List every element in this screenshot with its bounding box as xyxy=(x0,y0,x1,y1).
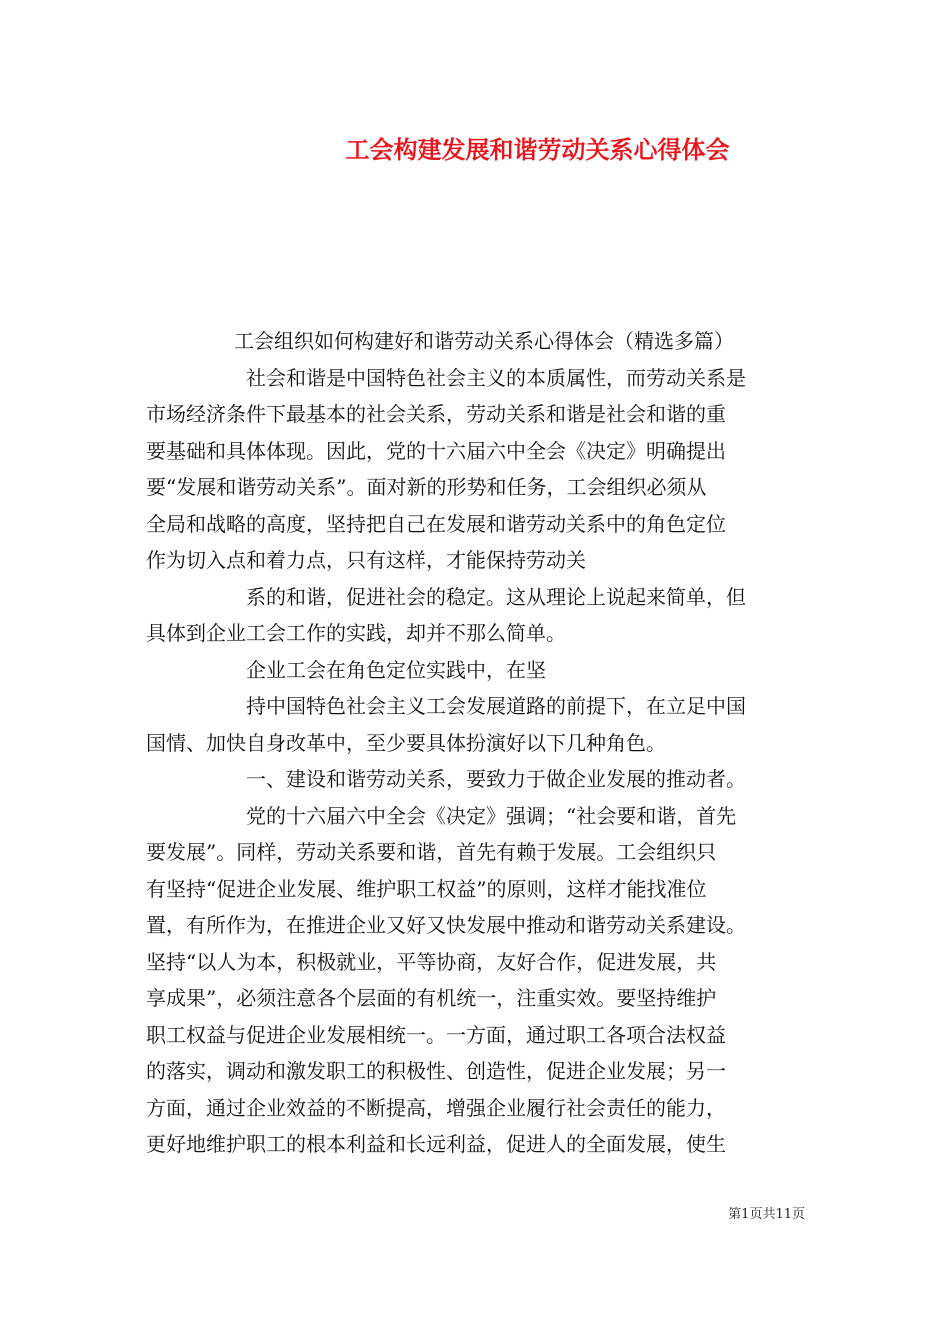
text-line: 一、建设和谐劳动关系，要致力于做企业发展的推动者。 xyxy=(246,767,746,791)
text-line: 有坚持“促进企业发展、维护职工权益”的原则，这样才能找准位 xyxy=(146,876,707,901)
text-line: 要发展”。同样，劳动关系要和谐，首先有赖于发展。工会组织只 xyxy=(146,840,717,864)
text-line: 国情、加快自身改革中，至少要具体扮演好以下几种角色。 xyxy=(146,730,666,755)
document-title: 工会构建发展和谐劳动关系心得体会 xyxy=(345,135,730,164)
text-line: 市场经济条件下最基本的社会关系，劳动关系和谐是社会和谐的重 xyxy=(146,402,726,426)
document-subtitle: 工会组织如何构建好和谐劳动关系心得体会（精选多篇） xyxy=(234,329,734,353)
text-line: 系的和谐，促进社会的稳定。这从理论上说起来简单，但 xyxy=(246,584,746,609)
text-line: 要基础和具体体现。因此，党的十六届六中全会《决定》明确提出 xyxy=(146,438,726,463)
page-number: 第1页共11页 xyxy=(728,1207,805,1222)
text-line: 职工权益与促进企业发展相统一。一方面，通过职工各项合法权益 xyxy=(146,1022,726,1047)
text-line: 坚持“以人为本，积极就业，平等协商，友好合作，促进发展，共 xyxy=(146,949,717,974)
text-line: 社会和谐是中国特色社会主义的本质属性，而劳动关系是 xyxy=(246,365,746,390)
text-line: 企业工会在角色定位实践中，在坚 xyxy=(246,657,546,682)
text-line: 的落实，调动和激发职工的积极性、创造性，促进企业发展；另一 xyxy=(146,1059,726,1083)
text-line: 方面，通过企业效益的不断提高，增强企业履行社会责任的能力， xyxy=(146,1095,726,1120)
text-line: 要“发展和谐劳动关系”。面对新的形势和任务，工会组织必须从 xyxy=(146,475,707,499)
text-line: 享成果”，必须注意各个层面的有机统一，注重实效。要坚持维护 xyxy=(146,986,717,1010)
text-line: 作为切入点和着力点，只有这样，才能保持劳动关 xyxy=(146,548,586,572)
text-line: 置，有所作为，在推进企业又好又快发展中推动和谐劳动关系建设。 xyxy=(146,913,746,937)
text-line: 党的十六届六中全会《决定》强调；“社会要和谐，首先 xyxy=(246,803,737,828)
text-line: 全局和战略的高度，坚持把自己在发展和谐劳动关系中的角色定位 xyxy=(146,511,726,536)
text-line: 具体到企业工会工作的实践，却并不那么简单。 xyxy=(146,621,566,645)
text-line: 更好地维护职工的根本利益和长远利益，促进人的全面发展，使生 xyxy=(146,1132,726,1156)
document-body xyxy=(146,323,811,1163)
text-line: 持中国特色社会主义工会发展道路的前提下，在立足中国 xyxy=(246,694,746,718)
